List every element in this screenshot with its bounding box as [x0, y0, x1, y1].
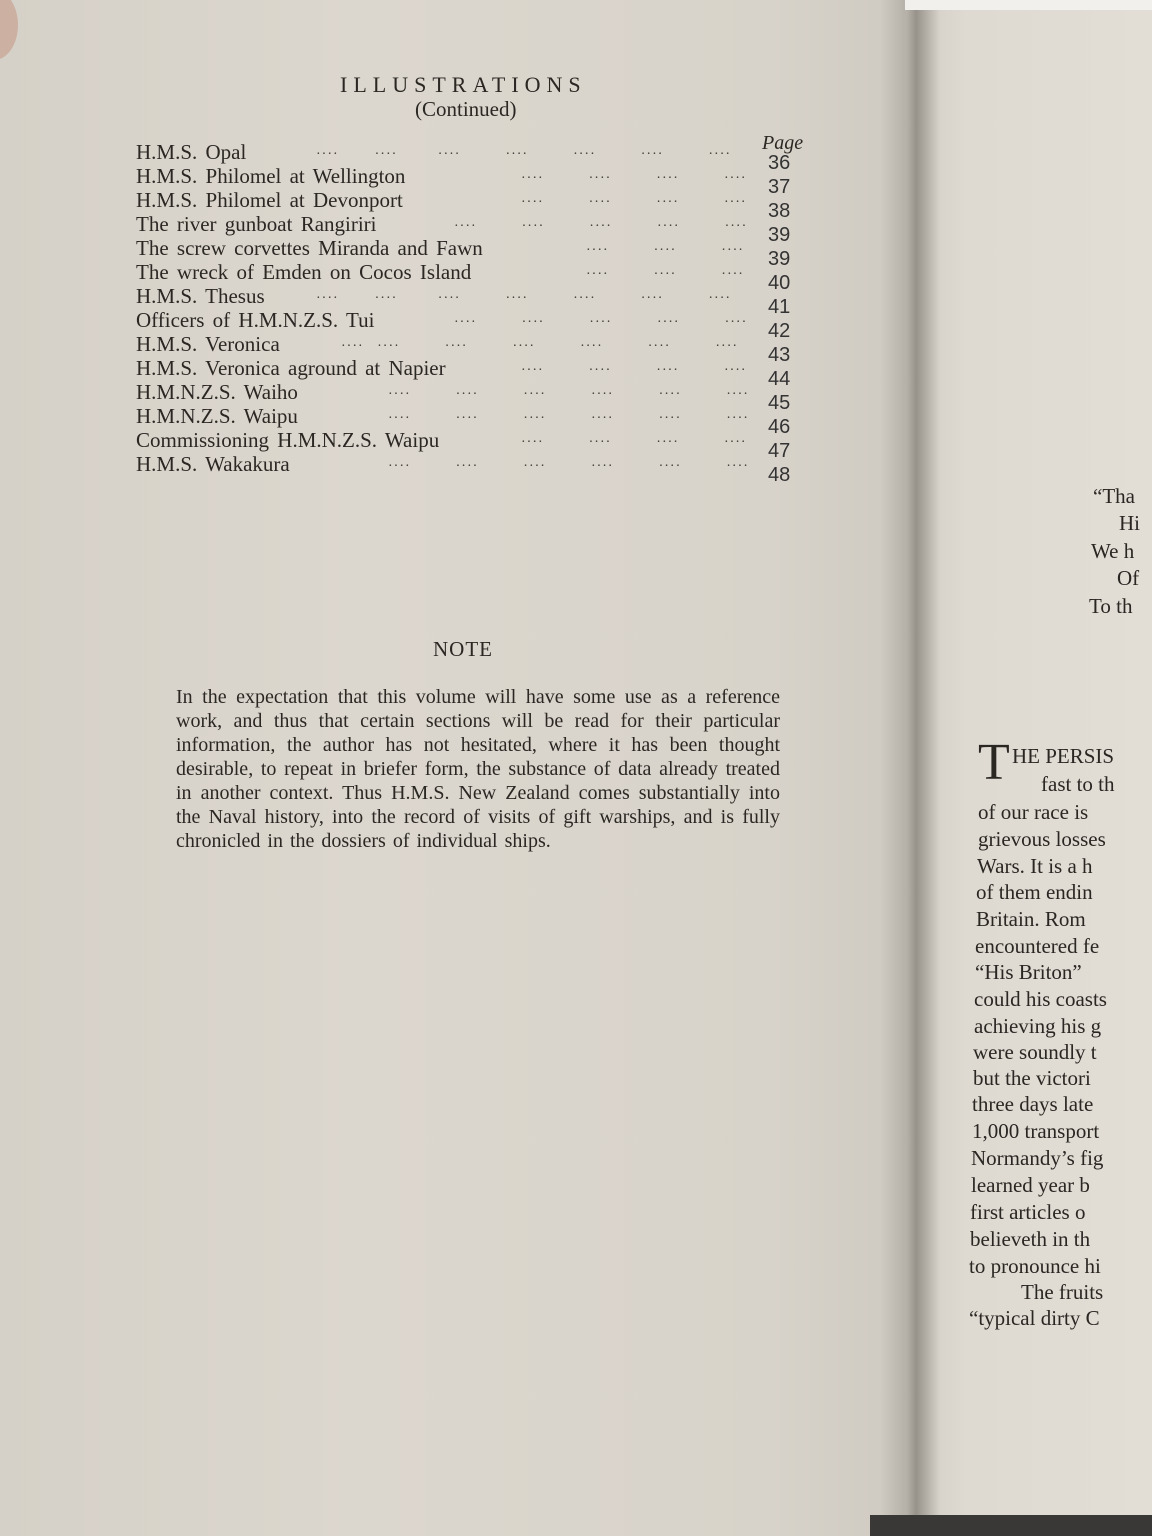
text-line: grievous losses — [978, 827, 1106, 851]
text-line: Wars. It is a h — [977, 854, 1093, 878]
leader-dots: ···· ···· ···· — [586, 267, 744, 282]
list-item — [136, 284, 796, 318]
text-line: learned year b — [971, 1173, 1090, 1197]
note-heading: NOTE — [433, 637, 493, 661]
verse-line: Of — [1117, 566, 1140, 590]
entry-page: 41 — [768, 296, 791, 318]
leader-dots: ···· ···· ···· ···· ···· — [454, 315, 748, 330]
list-item — [136, 260, 796, 294]
entry-page: 48 — [768, 464, 791, 486]
background-edge — [870, 1515, 1152, 1536]
book-gutter — [880, 0, 940, 1536]
text-line: but the victori — [973, 1066, 1091, 1090]
entry-page: 44 — [768, 368, 791, 390]
list-item — [136, 140, 796, 174]
leader-dots: ···· ···· ···· ···· — [521, 435, 747, 450]
list-item — [136, 188, 796, 222]
entry-title: H.M.S. Thesus — [136, 284, 265, 308]
text-line: The fruits — [1021, 1280, 1104, 1304]
leader-dots: ···· ···· ···· ···· ···· — [454, 219, 748, 234]
entry-title: H.M.S. Opal — [136, 140, 247, 164]
entry-page: 39 — [768, 248, 791, 270]
text-line: of our race is — [978, 800, 1089, 824]
entry-title: The wreck of Emden on Cocos Island — [136, 260, 472, 284]
list-item — [136, 404, 796, 438]
text-line: fast to th — [1041, 772, 1115, 796]
entry-page: 45 — [768, 392, 791, 414]
leader-dots: ···· ···· ···· ···· ···· ···· ···· — [341, 339, 739, 354]
text-line: could his coasts — [974, 987, 1107, 1011]
leader-dots: ···· ···· ···· — [586, 243, 744, 258]
entry-title: The river gunboat Rangiriri — [136, 212, 377, 236]
leader-dots: ···· ···· ···· ···· — [521, 363, 747, 378]
entry-title: H.M.S. Philomel at Devonport — [136, 188, 403, 212]
entry-page: 38 — [768, 200, 791, 222]
text-line: achieving his g — [974, 1014, 1102, 1038]
leader-dots: ···· ···· ···· ···· ···· ···· ···· — [316, 147, 732, 162]
note-paragraph: In the expectation that this volume will have some use as a reference work, and thus that certain sections will be read for their particular information, the author has not hesitated, where it has been thought desirable, to repeat in briefer form, the substance of data already treated in another context. Thus H.M.S. New Zealand comes substantially into the Naval history, into the record of visits of gift warships, and is fully chronicled in the dossiers of individual ships. — [176, 686, 780, 852]
list-item — [136, 212, 796, 246]
entry-page: 39 — [768, 224, 791, 246]
text-line: to pronounce hi — [969, 1254, 1101, 1278]
entry-title: The screw corvettes Miranda and Fawn — [136, 236, 483, 260]
entry-page: 47 — [768, 440, 791, 462]
list-item — [136, 428, 796, 462]
entry-page: 46 — [768, 416, 791, 438]
text-line: “His Briton” — [975, 960, 1082, 984]
text-line: believeth in th — [970, 1227, 1091, 1251]
text-line: 1,000 transport — [972, 1119, 1100, 1143]
entry-title: H.M.N.Z.S. Waiho — [136, 380, 298, 404]
verse-line: To th — [1089, 594, 1133, 618]
list-item — [136, 356, 796, 390]
leader-dots: ···· ···· ···· ···· — [521, 195, 747, 210]
illustrations-title: ILLUSTRATIONS — [340, 72, 587, 97]
text-line: of them endin — [976, 880, 1093, 904]
list-item — [136, 236, 796, 270]
entry-page: 40 — [768, 272, 791, 294]
leader-dots: ···· ···· ···· ···· ···· ···· — [388, 459, 749, 474]
drop-cap: T — [978, 734, 1010, 791]
list-item — [136, 380, 796, 414]
list-item — [136, 332, 796, 366]
leader-dots: ···· ···· ···· ···· ···· ···· — [388, 411, 749, 426]
text-line: “typical dirty C — [969, 1306, 1100, 1330]
text-line: HE PERSIS — [1012, 744, 1115, 768]
text-line: three days late — [972, 1092, 1094, 1116]
text-line: first articles o — [970, 1200, 1086, 1224]
entry-page: 42 — [768, 320, 791, 342]
entry-title: H.M.S. Wakakura — [136, 452, 290, 476]
text-line: Normandy’s fig — [971, 1146, 1104, 1170]
leader-dots: ···· ···· ···· ···· ···· ···· ···· — [316, 291, 732, 306]
entry-title: H.M.S. Veronica aground at Napier — [136, 356, 446, 380]
verse-line: Hi — [1119, 511, 1140, 535]
list-item — [136, 452, 796, 486]
entry-title: Officers of H.M.N.Z.S. Tui — [136, 308, 375, 332]
entry-page: 43 — [768, 344, 791, 366]
entry-title: H.M.S. Philomel at Wellington — [136, 164, 406, 188]
text-line: were soundly t — [973, 1040, 1097, 1064]
illustrations-subtitle: (Continued) — [415, 97, 517, 121]
page-column-header: Page — [762, 132, 804, 154]
entry-title: H.M.S. Veronica — [136, 332, 280, 356]
verse-line: “Tha — [1093, 484, 1135, 508]
entry-title: H.M.N.Z.S. Waipu — [136, 404, 298, 428]
entry-page: 36 — [768, 152, 791, 174]
text-line: encountered fe — [975, 934, 1100, 958]
leader-dots: ···· ···· ···· ···· — [521, 171, 747, 186]
text-line: Britain. Rom — [976, 907, 1086, 931]
verse-line: We h — [1091, 539, 1135, 563]
list-item — [136, 308, 796, 342]
entry-page: 37 — [768, 176, 791, 198]
list-item — [136, 164, 796, 198]
leader-dots: ···· ···· ···· ···· ···· ···· — [388, 387, 749, 402]
page-edge-strip — [905, 0, 1152, 10]
entry-title: Commissioning H.M.N.Z.S. Waipu — [136, 428, 440, 452]
